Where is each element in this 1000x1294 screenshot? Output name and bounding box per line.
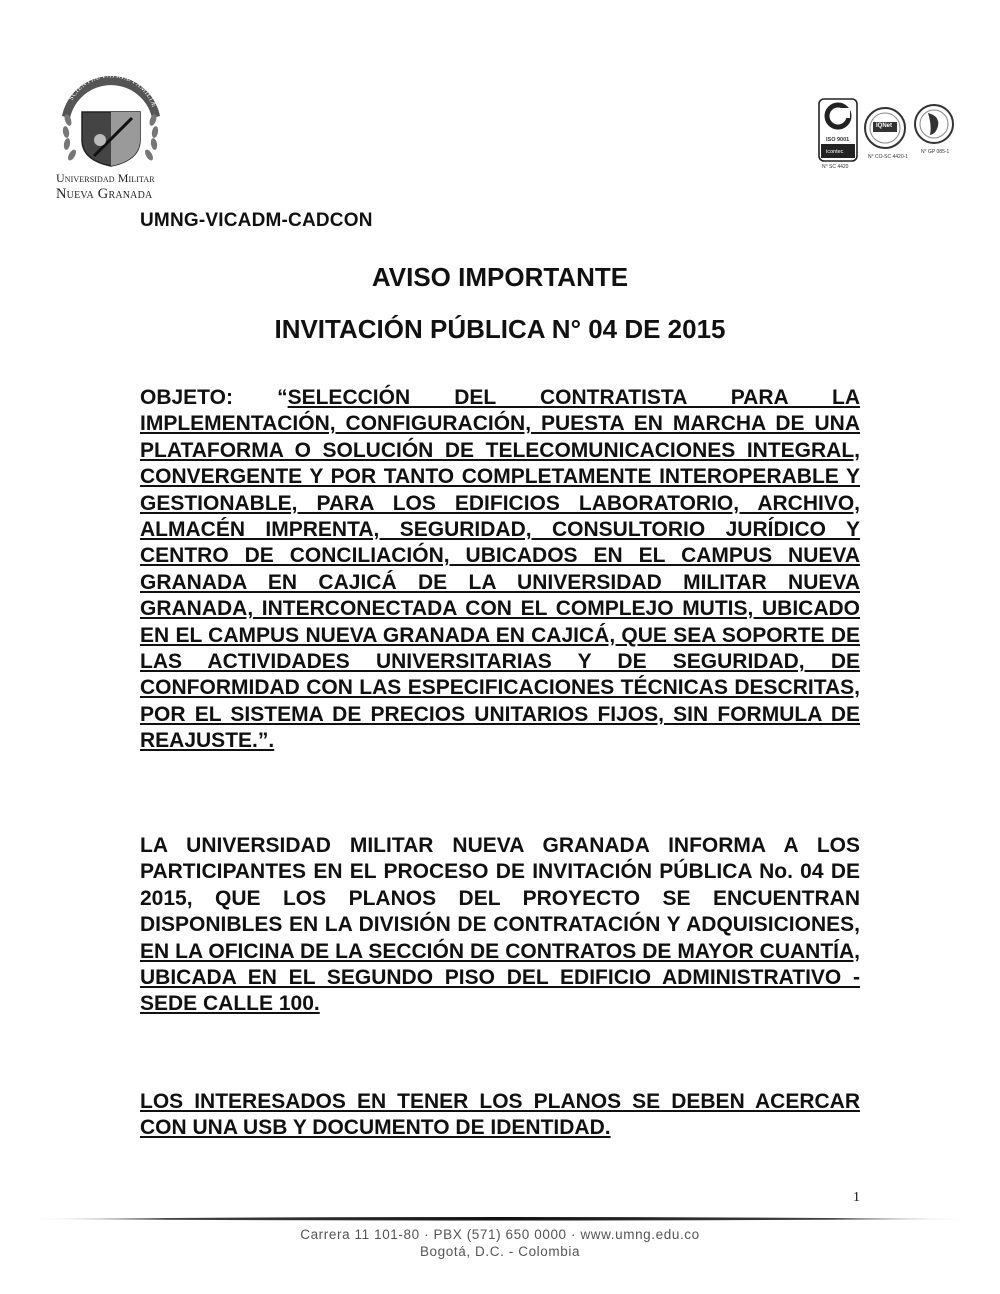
certification-logos	[818, 98, 958, 178]
logo-name-line1: Universidad Militar	[56, 171, 155, 185]
informa-underlined-text: , EN LA OFICINA DE LA SECCIÓN DE CONTRATOS DE MAYOR CUANTÍA, UBICADA EN EL SEGUNDO PISO DEL EDIFICIO ADMINISTRATIVO - SEDE CALLE 100.	[140, 913, 860, 1016]
page-subtitle: INVITACIÓN PÚBLICA N° 04 DE 2015	[274, 314, 726, 344]
page-number: 1	[853, 1190, 860, 1205]
objeto-paragraph	[140, 385, 860, 755]
logo-name-line2: Nueva Granada	[56, 186, 153, 202]
cert-co-label: N° CO-SC 4420-1	[868, 154, 909, 160]
page-title: AVISO IMPORTANTE	[371, 262, 629, 292]
cert-icontec-label: icontec	[826, 149, 844, 155]
footer-city: Bogotá, D.C. - Colombia	[419, 1244, 581, 1259]
informa-plain-text: LA UNIVERSIDAD MILITAR NUEVA GRANADA INFORMA A LOS PARTICIPANTES EN EL PROCESO DE INVITACIÓN PÚBLICA No. 04 DE 2015, QUE LOS PLANOS DEL PROYECTO SE ENCUENTRAN DISPONIBLES EN LA DIVISIÓN DE CONTRATACIÓN Y ADQUISICIONES	[140, 834, 860, 937]
cert-gp-label: N° GP 085-1	[921, 149, 950, 155]
objeto-label: OBJETO: “	[140, 386, 288, 409]
cert-iqnet-label: IQNet	[876, 123, 893, 129]
footer-address: Carrera 11 101-80 · PBX (571) 650 0000 · www.umng.edu.co	[300, 1227, 700, 1242]
logo-motto: SCIENTIÆ PATRIÆ FAMILIÆ	[66, 71, 159, 109]
university-logo	[48, 60, 173, 200]
document-code: UMNG-VICADM-CADCON	[140, 210, 373, 231]
interesados-paragraph	[140, 1089, 860, 1142]
cert-sc-label: N° SC 4420	[822, 164, 849, 170]
cert-iso-label: ISO 9001	[826, 137, 850, 143]
university-crest-icon	[48, 60, 173, 170]
interesados-text: LOS INTERESADOS EN TENER LOS PLANOS SE DEBEN ACERCAR CON UNA USB Y DOCUMENTO DE IDENTIDAD.	[140, 1090, 860, 1140]
footer-divider	[25, 1210, 975, 1218]
footer	[0, 1226, 1000, 1260]
objeto-text: SELECCIÓN DEL CONTRATISTA PARA LA IMPLEMENTACIÓN, CONFIGURACIÓN, PUESTA EN MARCHA DE UNA PLATAFORMA O SOLUCIÓN DE TELECOMUNICACIONES INTEGRAL, CONVERGENTE Y POR TANTO COMPLETAMENTE INTEROPERABLE Y GESTIONABLE, PARA LOS EDIFICIOS LABORATORIO, ARCHIVO, ALMACÉN IMPRENTA, SEGURIDAD, CONSULTORIO JURÍDICO Y CENTRO DE CONCILIACIÓN, UBICADOS EN EL CAMPUS NUEVA GRANADA EN CAJICÁ DE LA UNIVERSIDAD MILITAR NUEVA GRANADA, INTERCONECTADA CON EL COMPLEJO MUTIS, UBICADO EN EL CAMPUS NUEVA GRANADA EN CAJICÁ, QUE SEA SOPORTE DE LAS ACTIVIDADES UNIVERSITARIAS Y DE SEGURIDAD, DE CONFORMIDAD CON LAS ESPECIFICACIONES TÉCNICAS DESCRITAS, POR EL SISTEMA DE PRECIOS UNITARIOS FIJOS, SIN FORMULA DE REAJUSTE.”.	[140, 386, 860, 753]
informa-paragraph	[140, 833, 860, 1018]
